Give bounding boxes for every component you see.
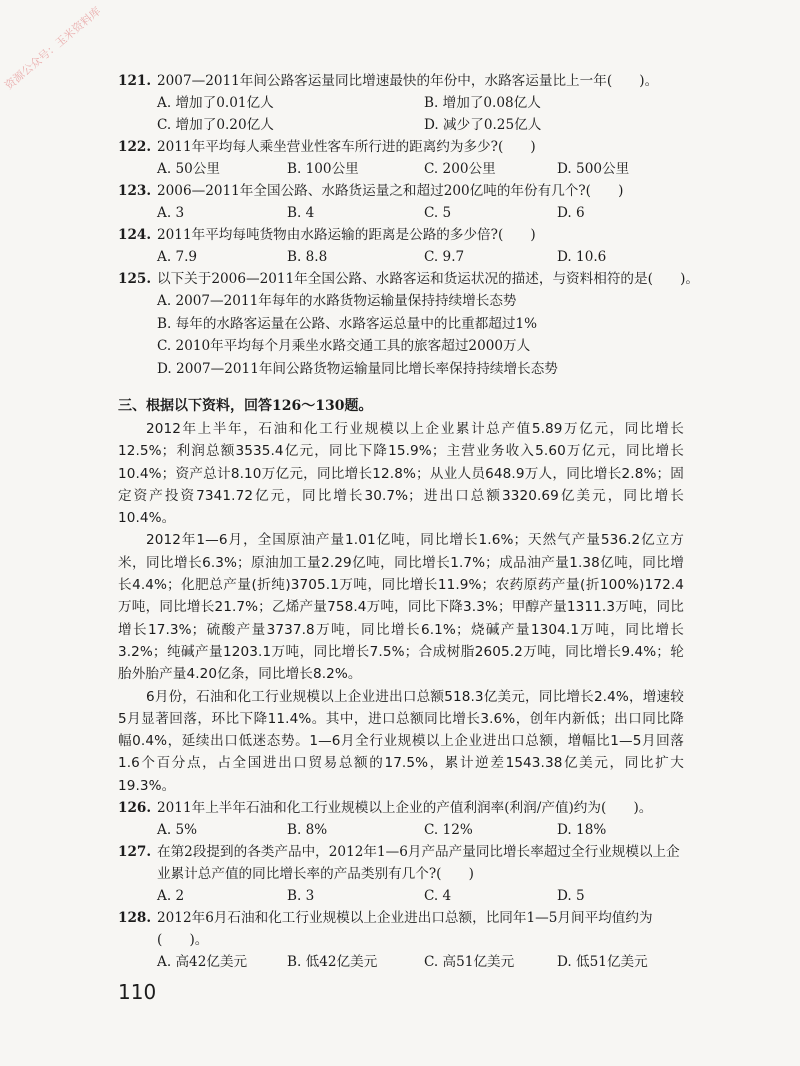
option-c[interactable]: C. 5 [424,205,452,221]
option-b[interactable]: B. 低42亿美元 [287,954,378,971]
question-number: 124. [118,227,152,243]
page-content [0,70,800,973]
options-row [0,246,800,268]
section-title: 三、根据以下资料，回答126～130题。 [118,398,373,414]
paragraph-1: 2012年上半年，石油和化工行业规模以上企业累计总产值5.89万亿元，同比增长12.5%；利润总额3535.4亿元，同比下降15.9%；主营业务收入5.60万亿元，同比增长10.4%；资产总计8.10万亿元，同比增长12.8%；从业人员648.9万人，同比增长2.8%；固定资产投资7341.72亿元，同比增长30.7%；进出口总额3320.69亿美元，同比增长10.4%。 [118,421,684,527]
question-125 [0,268,800,290]
option-d[interactable]: D. 低51亿美元 [557,954,648,971]
option-a[interactable]: A. 50公里 [157,161,220,177]
option-b[interactable]: B. 4 [287,205,315,221]
option-a[interactable]: A. 2007—2011年每年的水路货物运输量保持持续增长态势 [157,293,517,309]
option-d[interactable]: D. 减少了0.25亿人 [424,117,542,133]
option-a[interactable]: A. 5% [157,822,198,839]
question-number: 127. [118,844,152,861]
options-row [0,951,800,973]
option-d[interactable]: D. 2007—2011年间公路货物运输量同比增长率保持持续增长态势 [157,360,558,377]
question-text: 2006—2011年全国公路、水路货运量之和超过200亿吨的年份有几个?( ) [157,183,624,199]
option-c[interactable]: C. 12% [424,822,473,839]
question-number: 126. [118,800,152,817]
watermark: 资源公众号：玉米资料库 [2,4,104,93]
option-c[interactable]: C. 9.7 [424,249,465,265]
option-b[interactable]: B. 8.8 [287,249,328,265]
option-d[interactable]: D. 5 [557,888,585,905]
question-text: 在第2段提到的各类产品中，2012年1—6月产品产量同比增长率超过全行业规模以上企业累计总产值的同比增长率的产品类别有几个?( ) [157,844,680,883]
option-c[interactable]: C. 200公里 [424,161,496,177]
option-d[interactable]: D. 500公里 [557,161,630,177]
option-c[interactable]: C. 高51亿美元 [424,954,515,971]
option-b[interactable]: B. 每年的水路客运量在公路、水路客运总量中的比重都超过1% [157,315,538,332]
option-b[interactable]: B. 增加了0.08亿人 [424,95,541,111]
option-a[interactable]: A. 增加了0.01亿人 [157,95,274,111]
question-text: 2011年平均每吨货物由水路运输的距离是公路的多少倍?( ) [157,227,536,243]
option-c[interactable]: C. 2010年平均每个月乘坐水路交通工具的旅客超过2000万人 [157,338,531,354]
question-text: 2011年平均每人乘坐营业性客车所行进的距离约为多少?( ) [157,139,536,155]
question-text: 以下关于2006—2011年全国公路、水路客运和货运状况的描述，与资料相符的是( )。 [157,271,699,287]
option-b[interactable]: B. 3 [287,888,315,905]
option-a[interactable]: A. 7.9 [157,249,198,265]
paragraph-3: 6月份，石油和化工行业规模以上企业进出口总额518.3亿美元，同比增长2.4%，增速较5月显著回落，环比下降11.4%。其中，进口总额同比增长3.6%，创年内新低；出口同比降幅0.4%，延续出口低迷态势。1—6月全行业规模以上企业进出口总额，增幅比1—5月回落1.6个百分点，占全国进出口贸易总额的17.5%，累计逆差1543.38亿美元，同比扩大19.3%。 [118,688,684,794]
options-row [0,92,800,114]
question-127 [0,841,800,885]
option-c[interactable]: C. 增加了0.20亿人 [157,117,274,133]
option-d[interactable]: D. 10.6 [557,249,607,265]
question-number: 121. [118,73,152,89]
option-b[interactable]: B. 100公里 [287,161,359,177]
question-number: 123. [118,183,152,199]
options-row [0,202,800,224]
question-128 [0,907,800,951]
paragraph-2: 2012年1—6月，全国原油产量1.01亿吨，同比增长1.6%；天然气产量536.2亿立方米，同比增长6.3%；原油加工量2.29亿吨，同比增长1.7%；成品油产量1.38亿吨，同比增长4.4%；化肥总产量(折纯)3705.1万吨，同比增长11.9%；农药原药产量(折100%)172.4万吨，同比增长21.7%；乙烯产量758.4万吨，同比下降3.3%；甲醇产量1311.3万吨，同比增长17.3%；硫酸产量3737.8万吨，同比增长6.1%；烧碱产量1304.1万吨，同比增长3.2%；纯碱产量1203.1万吨，同比增长7.5%；合成树脂2605.2万吨，同比增长9.4%；轮胎外胎产量4.20亿条，同比增长8.2%。 [118,532,684,683]
option-c[interactable]: C. 4 [424,888,452,905]
question-123 [0,180,800,202]
option-a[interactable]: A. 高42亿美元 [157,954,248,971]
question-text: 2007—2011年间公路客运量同比增速最快的年份中，水路客运量比上一年( )。 [157,73,659,89]
options-row [0,158,800,180]
option-d[interactable]: D. 6 [557,205,585,221]
question-number: 122. [118,139,152,155]
option-a[interactable]: A. 2 [157,888,185,905]
question-122 [0,136,800,158]
question-124 [0,224,800,246]
question-text: 2011年上半年石油和化工行业规模以上企业的产值利润率(利润/产值)约为( )。 [157,800,653,817]
option-d[interactable]: D. 18% [557,822,607,839]
question-number: 128. [118,910,152,927]
question-text: 2012年6月石油和化工行业规模以上企业进出口总额，比同年1—5月间平均值约为( )。 [157,910,653,949]
question-126 [0,797,800,819]
page-number: 110 [118,980,157,1004]
question-number: 125. [118,271,152,287]
option-b[interactable]: B. 8% [287,822,328,839]
options-row [0,114,800,136]
options-row [0,885,800,907]
option-a[interactable]: A. 3 [157,205,185,221]
options-row [0,819,800,841]
question-121 [0,70,800,92]
